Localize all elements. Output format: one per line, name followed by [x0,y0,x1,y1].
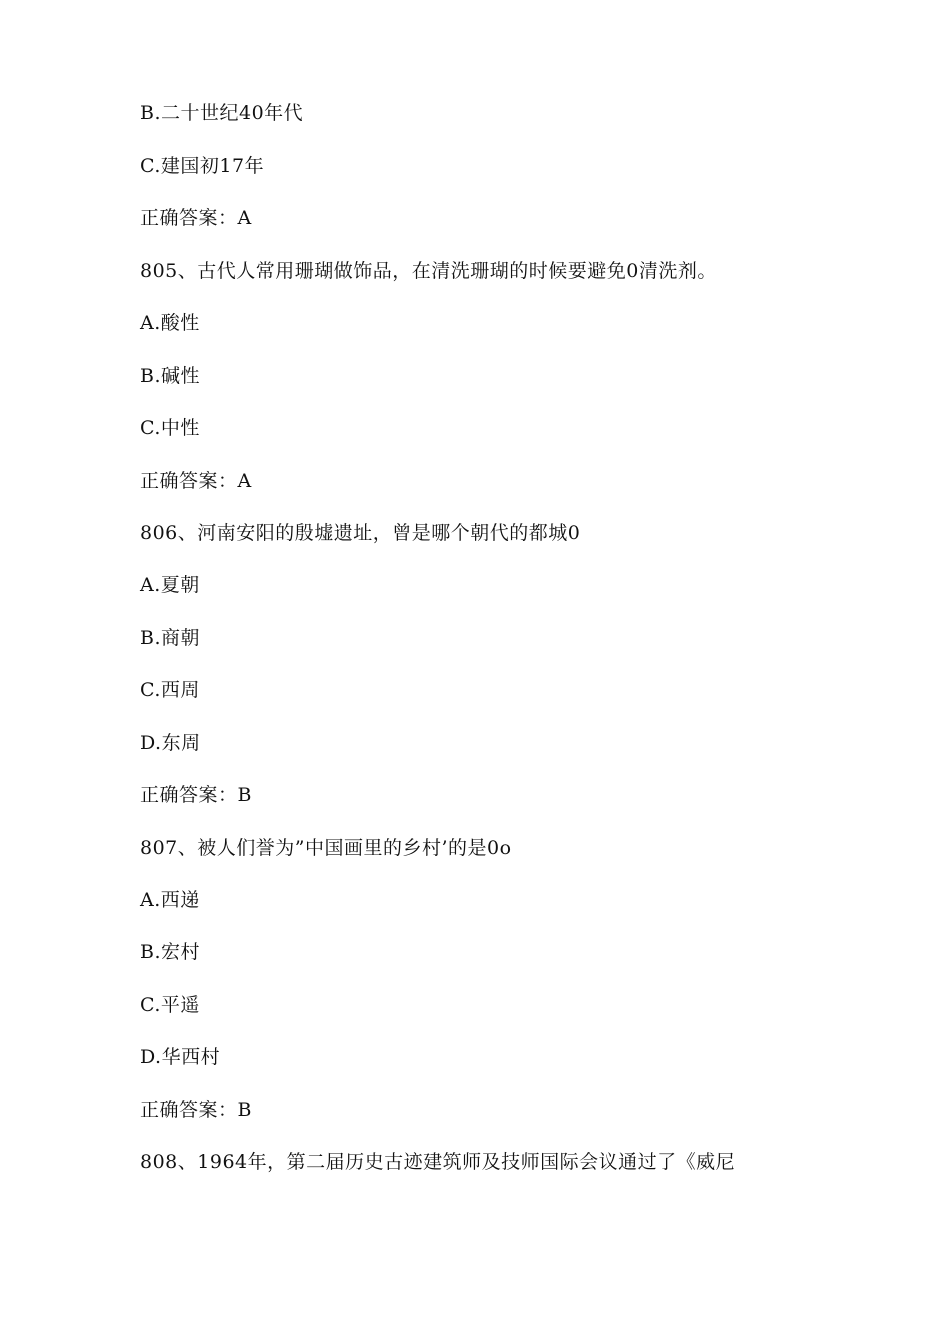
answer-q806: 正确答案：B [140,784,252,806]
option-c-q805: C.中性 [140,417,200,439]
option-b-q805: B.碱性 [140,365,201,387]
question-806: 806、河南安阳的殷墟遗址，曾是哪个朝代的都城0 [140,522,581,544]
answer-q807: 正确答案：B [140,1099,252,1121]
option-b-q807: B.宏村 [140,941,201,963]
option-c-q806: C.西周 [140,679,200,701]
option-b-q806: B.商朝 [140,627,201,649]
option-d-q807: D.华西村 [140,1046,221,1068]
question-808: 808、1964年，第二届历史古迹建筑师及技师国际会议通过了《威尼 [140,1151,736,1173]
answer-q805: 正确答案：A [140,470,252,492]
question-805: 805、古代人常用珊瑚做饰品，在清洗珊瑚的时候要避免0清洗剂。 [140,260,717,282]
option-d-q806: D.东周 [140,732,201,754]
question-807: 807、被人们誉为”中国画里的乡村’的是0o [140,837,512,859]
option-b-q804: B.二十世纪40年代 [140,102,304,124]
option-c-q807: C.平遥 [140,994,200,1016]
option-a-q806: A.夏朝 [140,574,200,596]
option-a-q807: A.西递 [140,889,200,911]
option-a-q805: A.酸性 [140,312,200,334]
option-c-q804: C.建国初17年 [140,155,265,177]
answer-q804: 正确答案：A [140,207,252,229]
